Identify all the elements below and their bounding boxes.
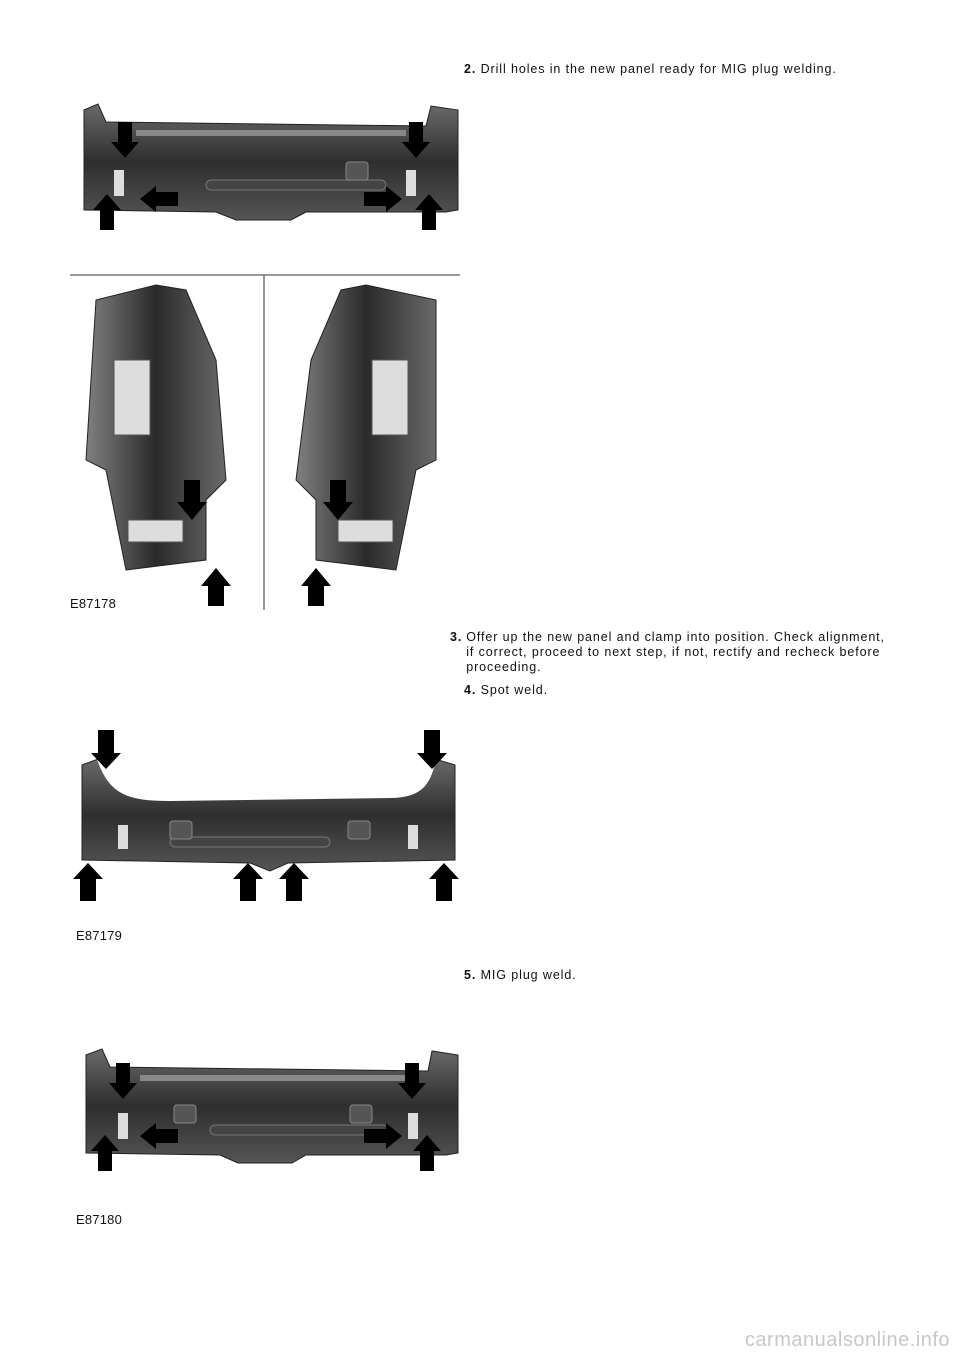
step-text: Offer up the new panel and clamp into position. Check alignment, if correct, proceed to next step, if not, rectify and recheck before proceeding. [466,630,885,674]
figure-e87180 [74,1045,466,1175]
step-number: 2. [464,62,477,76]
rear-panel [82,759,455,871]
figure-caption: E87180 [76,1212,123,1227]
step-text: MIG plug weld. [480,968,577,982]
rear-panel-spot-weld-illustration [70,725,465,905]
rear-panel [86,1049,458,1163]
step-number: 5. [464,968,477,982]
arrow-up-icon [201,568,231,606]
figure-caption: E87179 [76,928,123,943]
step-number: 3. [450,630,463,644]
figure-e87179 [70,725,465,905]
rear-panel [84,104,458,220]
step-text: Spot weld. [480,683,548,697]
step-2 [464,62,904,77]
step-4 [464,683,904,698]
rear-panel-mig-weld-illustration [74,1045,466,1175]
arrow-up-icon [301,568,331,606]
left-side-panel [86,285,226,570]
step-3 [450,630,890,675]
figure-caption: E87178 [70,596,117,611]
rear-panel-illustration [66,100,466,615]
arrow-up-icon [233,863,263,901]
arrow-up-icon [73,863,103,901]
step-number: 4. [464,683,477,697]
right-side-panel [296,285,436,570]
arrow-up-icon [429,863,459,901]
step-text: Drill holes in the new panel ready for MIG plug welding. [480,62,837,76]
watermark: carmanualsonline.info [744,1329,950,1351]
arrow-up-icon [279,863,309,901]
figure-e87178 [66,100,466,615]
step-5 [464,968,904,983]
